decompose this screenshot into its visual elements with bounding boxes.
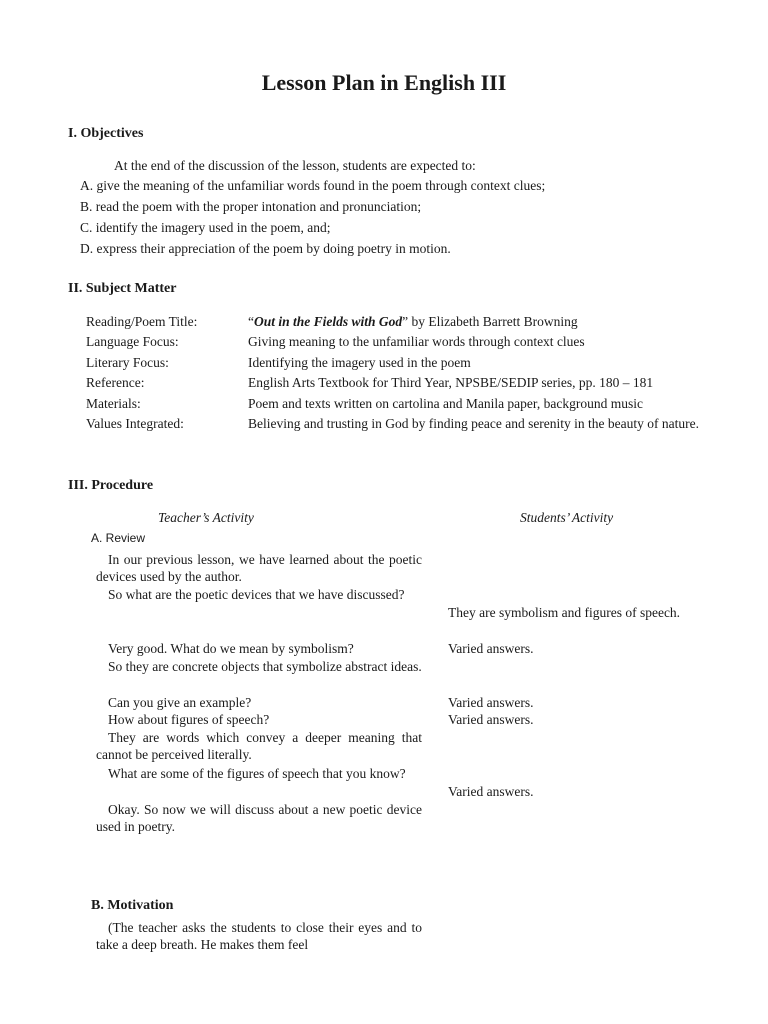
close-quote: ” [402,314,409,329]
objective-item: B. read the poem with the proper intonation and pronunciation; [80,199,422,214]
objectives-heading: I. Objectives [68,126,144,141]
teacher-line: In our previous lesson, we have learned about the poetic devices used by the author. [96,552,422,584]
objective-item: D. express their appreciation of the poem by doing poetry in motion. [80,241,451,256]
objective-item: A. give the meaning of the unfamiliar words found in the poem through context clues; [80,178,546,193]
subject-value: Identifying the imagery used in the poem [248,355,471,370]
student-activity-header: Students’ Activity [520,510,614,525]
student-line: Varied answers. [448,695,534,710]
student-line: Varied answers. [448,784,534,799]
procedure-heading: III. Procedure [68,478,154,493]
objectives-intro: At the end of the discussion of the lesson, students are expected to: [114,158,476,173]
subject-matter-heading: II. Subject Matter [68,281,177,296]
subject-value: English Arts Textbook for Third Year, NPSBE/SEDIP series, pp. 180 – 181 [248,375,654,390]
teacher-line: They are words which convey a deeper meaning that cannot be perceived literally. [96,730,422,762]
poem-title: Out in the Fields with God [254,314,403,329]
subject-label: Language Focus: [86,334,179,349]
teacher-line: Can you give an example? [108,695,252,710]
open-quote: “ [248,314,254,329]
subject-label: Values Integrated: [86,416,184,431]
document-title: Lesson Plan in English III [261,70,507,95]
subject-label: Literary Focus: [86,355,169,370]
subject-label: Materials: [86,396,141,411]
teacher-line: So they are concrete objects that symbolize abstract ideas. [108,659,422,674]
motivation-heading: B. Motivation [91,898,174,913]
objective-item: C. identify the imagery used in the poem, and; [80,220,331,235]
teacher-line: Okay. So now we will discuss about a new poetic device used in poetry. [96,802,422,834]
subject-value: Giving meaning to the unfamiliar words through context clues [248,334,585,349]
subject-value-poem-title [248,312,708,332]
subject-value: Poem and texts written on cartolina and Manila paper, background music [248,396,643,411]
teacher-activity-header: Teacher’s Activity [158,510,254,525]
motivation-text: (The teacher asks the students to close their eyes and to take a deep breath. He makes them feel [96,920,422,952]
teacher-line: What are some of the figures of speech that you know? [108,766,406,781]
subject-label: Reference: [86,375,145,390]
review-label: A. Review [91,531,146,545]
student-line: Varied answers. [448,712,534,727]
teacher-line: Very good. What do we mean by symbolism? [108,641,354,656]
teacher-line: So what are the poetic devices that we have discussed? [108,587,405,602]
student-line: Varied answers. [448,641,534,656]
subject-label: Reading/Poem Title: [86,314,198,329]
student-line: They are symbolism and figures of speech. [448,605,681,620]
teacher-line: How about figures of speech? [108,712,270,727]
poem-author: by Elizabeth Barrett Browning [408,314,578,329]
subject-value: Believing and trusting in God by finding peace and serenity in the beauty of nature. [248,416,700,431]
